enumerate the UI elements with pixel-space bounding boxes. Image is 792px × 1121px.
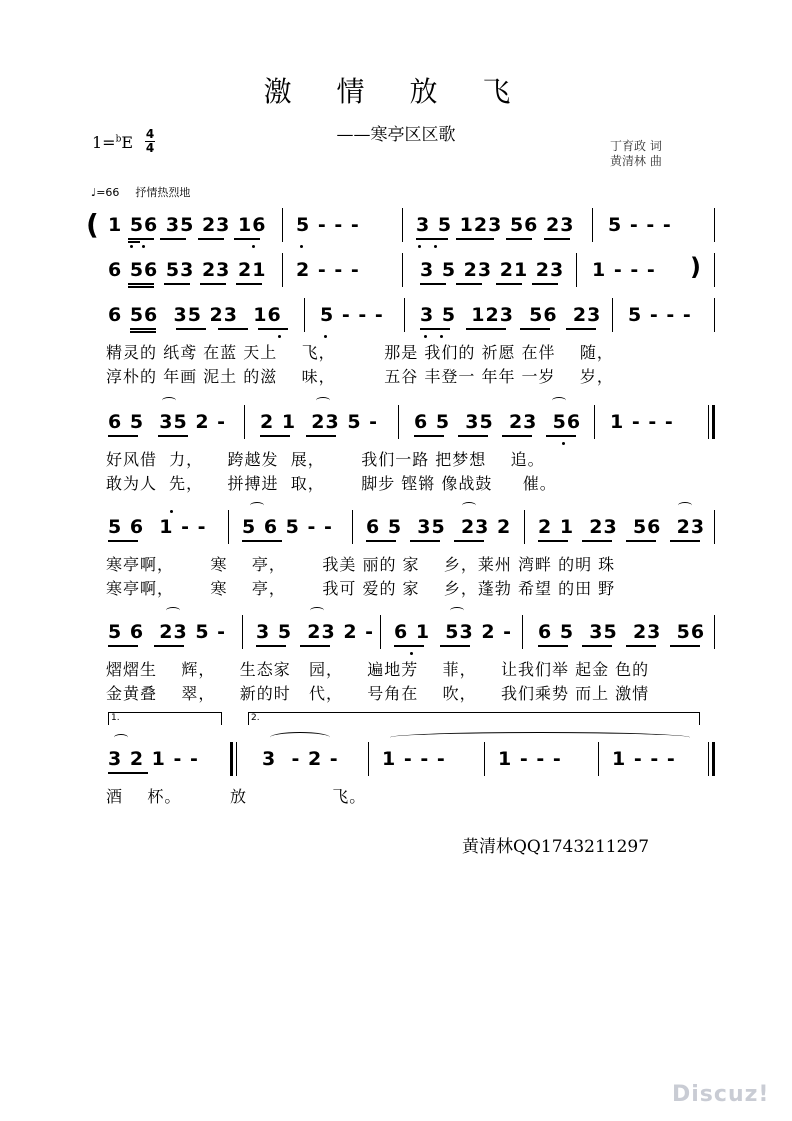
measure: 3 2 1 - - xyxy=(108,748,199,770)
key-signature: 1=$^b$E xyxy=(92,133,134,152)
lyric-verse-1: 熠熠生 辉， 生态家 园， 遍地芳 菲， 让我们举 起金 色的 xyxy=(106,660,650,679)
measure: 5 6 5 - - xyxy=(242,516,333,538)
score-row-2 xyxy=(104,253,716,287)
time-signature: 4 4 xyxy=(145,127,155,155)
measure: 2 - - - xyxy=(296,259,360,281)
volta-first: 1. xyxy=(108,712,222,725)
intro-paren-close: ) xyxy=(690,253,701,281)
measure: 6 56 35 23 16 xyxy=(108,304,282,326)
measure: 3 - 2 - xyxy=(262,748,339,770)
lyric-verse-2: 淳朴的 年画 泥土 的滋 味， 五谷 丰登一 年年 一岁 岁， xyxy=(106,367,614,386)
song-subtitle: ——寒亭区区歌 xyxy=(336,125,456,145)
credits xyxy=(610,139,662,169)
score-row-3 xyxy=(104,298,716,332)
measure: 1 - - - xyxy=(592,259,656,281)
measure: 6 1 53 2 - xyxy=(394,621,513,643)
measure: 5 - - - xyxy=(320,304,384,326)
measure: 2 1 23 5 - xyxy=(260,411,379,433)
measure: 1 - - - xyxy=(498,748,562,770)
measure: 3 5 23 2 - xyxy=(256,621,375,643)
composer-credit: 黄清林 曲 xyxy=(610,154,662,168)
lyric-verse-2: 寒亭啊， 寒 亭， 我可 爱的 家 乡，蓬勃 希望 的田 野 xyxy=(106,579,616,598)
lyric-verse-1: 好风借 力， 跨越发 展， 我们一路 把梦想 追。 xyxy=(106,450,545,469)
lyric-verse-1: 精灵的 纸鸢 在蓝 天上 飞， 那是 我们的 祈愿 在伴 随， xyxy=(106,343,614,362)
lyric-verse-1: 寒亭啊， 寒 亭， 我美 丽的 家 乡，莱州 湾畔 的明 珠 xyxy=(106,555,616,574)
measure: 5 - - - xyxy=(628,304,692,326)
score-row-5 xyxy=(104,510,716,544)
tempo-marking: ♩=66 抒情热烈地 xyxy=(91,186,191,199)
author-contact: 黄清林QQ1743211297 xyxy=(462,837,650,857)
measure: 6 56 53 23 21 xyxy=(108,259,267,281)
score-row-4 xyxy=(104,405,716,439)
measure: 6 5 35 23 56 xyxy=(414,411,582,433)
score-row-1 xyxy=(104,208,716,242)
measure: 6 5 35 23 2 xyxy=(366,516,512,538)
lyric-verse-1: 酒 杯。 放 飞。 xyxy=(106,787,367,806)
measure: 2 1 23 56 23 xyxy=(538,516,706,538)
measure: 3 5 123 56 23 xyxy=(416,214,575,236)
forum-watermark: Discuz! xyxy=(672,1082,770,1107)
measure: 1 - - - xyxy=(382,748,446,770)
volta-second: 2. xyxy=(248,712,700,725)
intro-paren-open: ( xyxy=(86,208,99,241)
measure: 3 5 123 56 23 xyxy=(420,304,602,326)
measure: 6 5 35 23 56 xyxy=(538,621,706,643)
measure: 5 6 23 5 - xyxy=(108,621,227,643)
measure: 6 5 35 2 - xyxy=(108,411,227,433)
measure: 1 56 35 23 16 xyxy=(108,214,267,236)
lyricist-credit: 丁育政 词 xyxy=(610,139,662,153)
measure: 5 - - - xyxy=(296,214,360,236)
measure: 5 - - - xyxy=(608,214,672,236)
score-row-7 xyxy=(104,742,716,776)
score-row-6 xyxy=(104,615,716,649)
measure: 1 - - - xyxy=(612,748,676,770)
measure: 5 6 1 - - xyxy=(108,516,207,538)
measure: 3 5 23 21 23 xyxy=(420,259,565,281)
lyric-verse-2: 金黄叠 翠， 新的时 代， 号角在 吹， 我们乘势 而上 激情 xyxy=(106,684,650,703)
song-title: 激 情 放 飞 xyxy=(263,75,529,108)
lyric-verse-2: 敢为人 先， 拼搏进 取， 脚步 铿锵 像战鼓 催。 xyxy=(106,474,557,493)
measure: 1 - - - xyxy=(610,411,674,433)
